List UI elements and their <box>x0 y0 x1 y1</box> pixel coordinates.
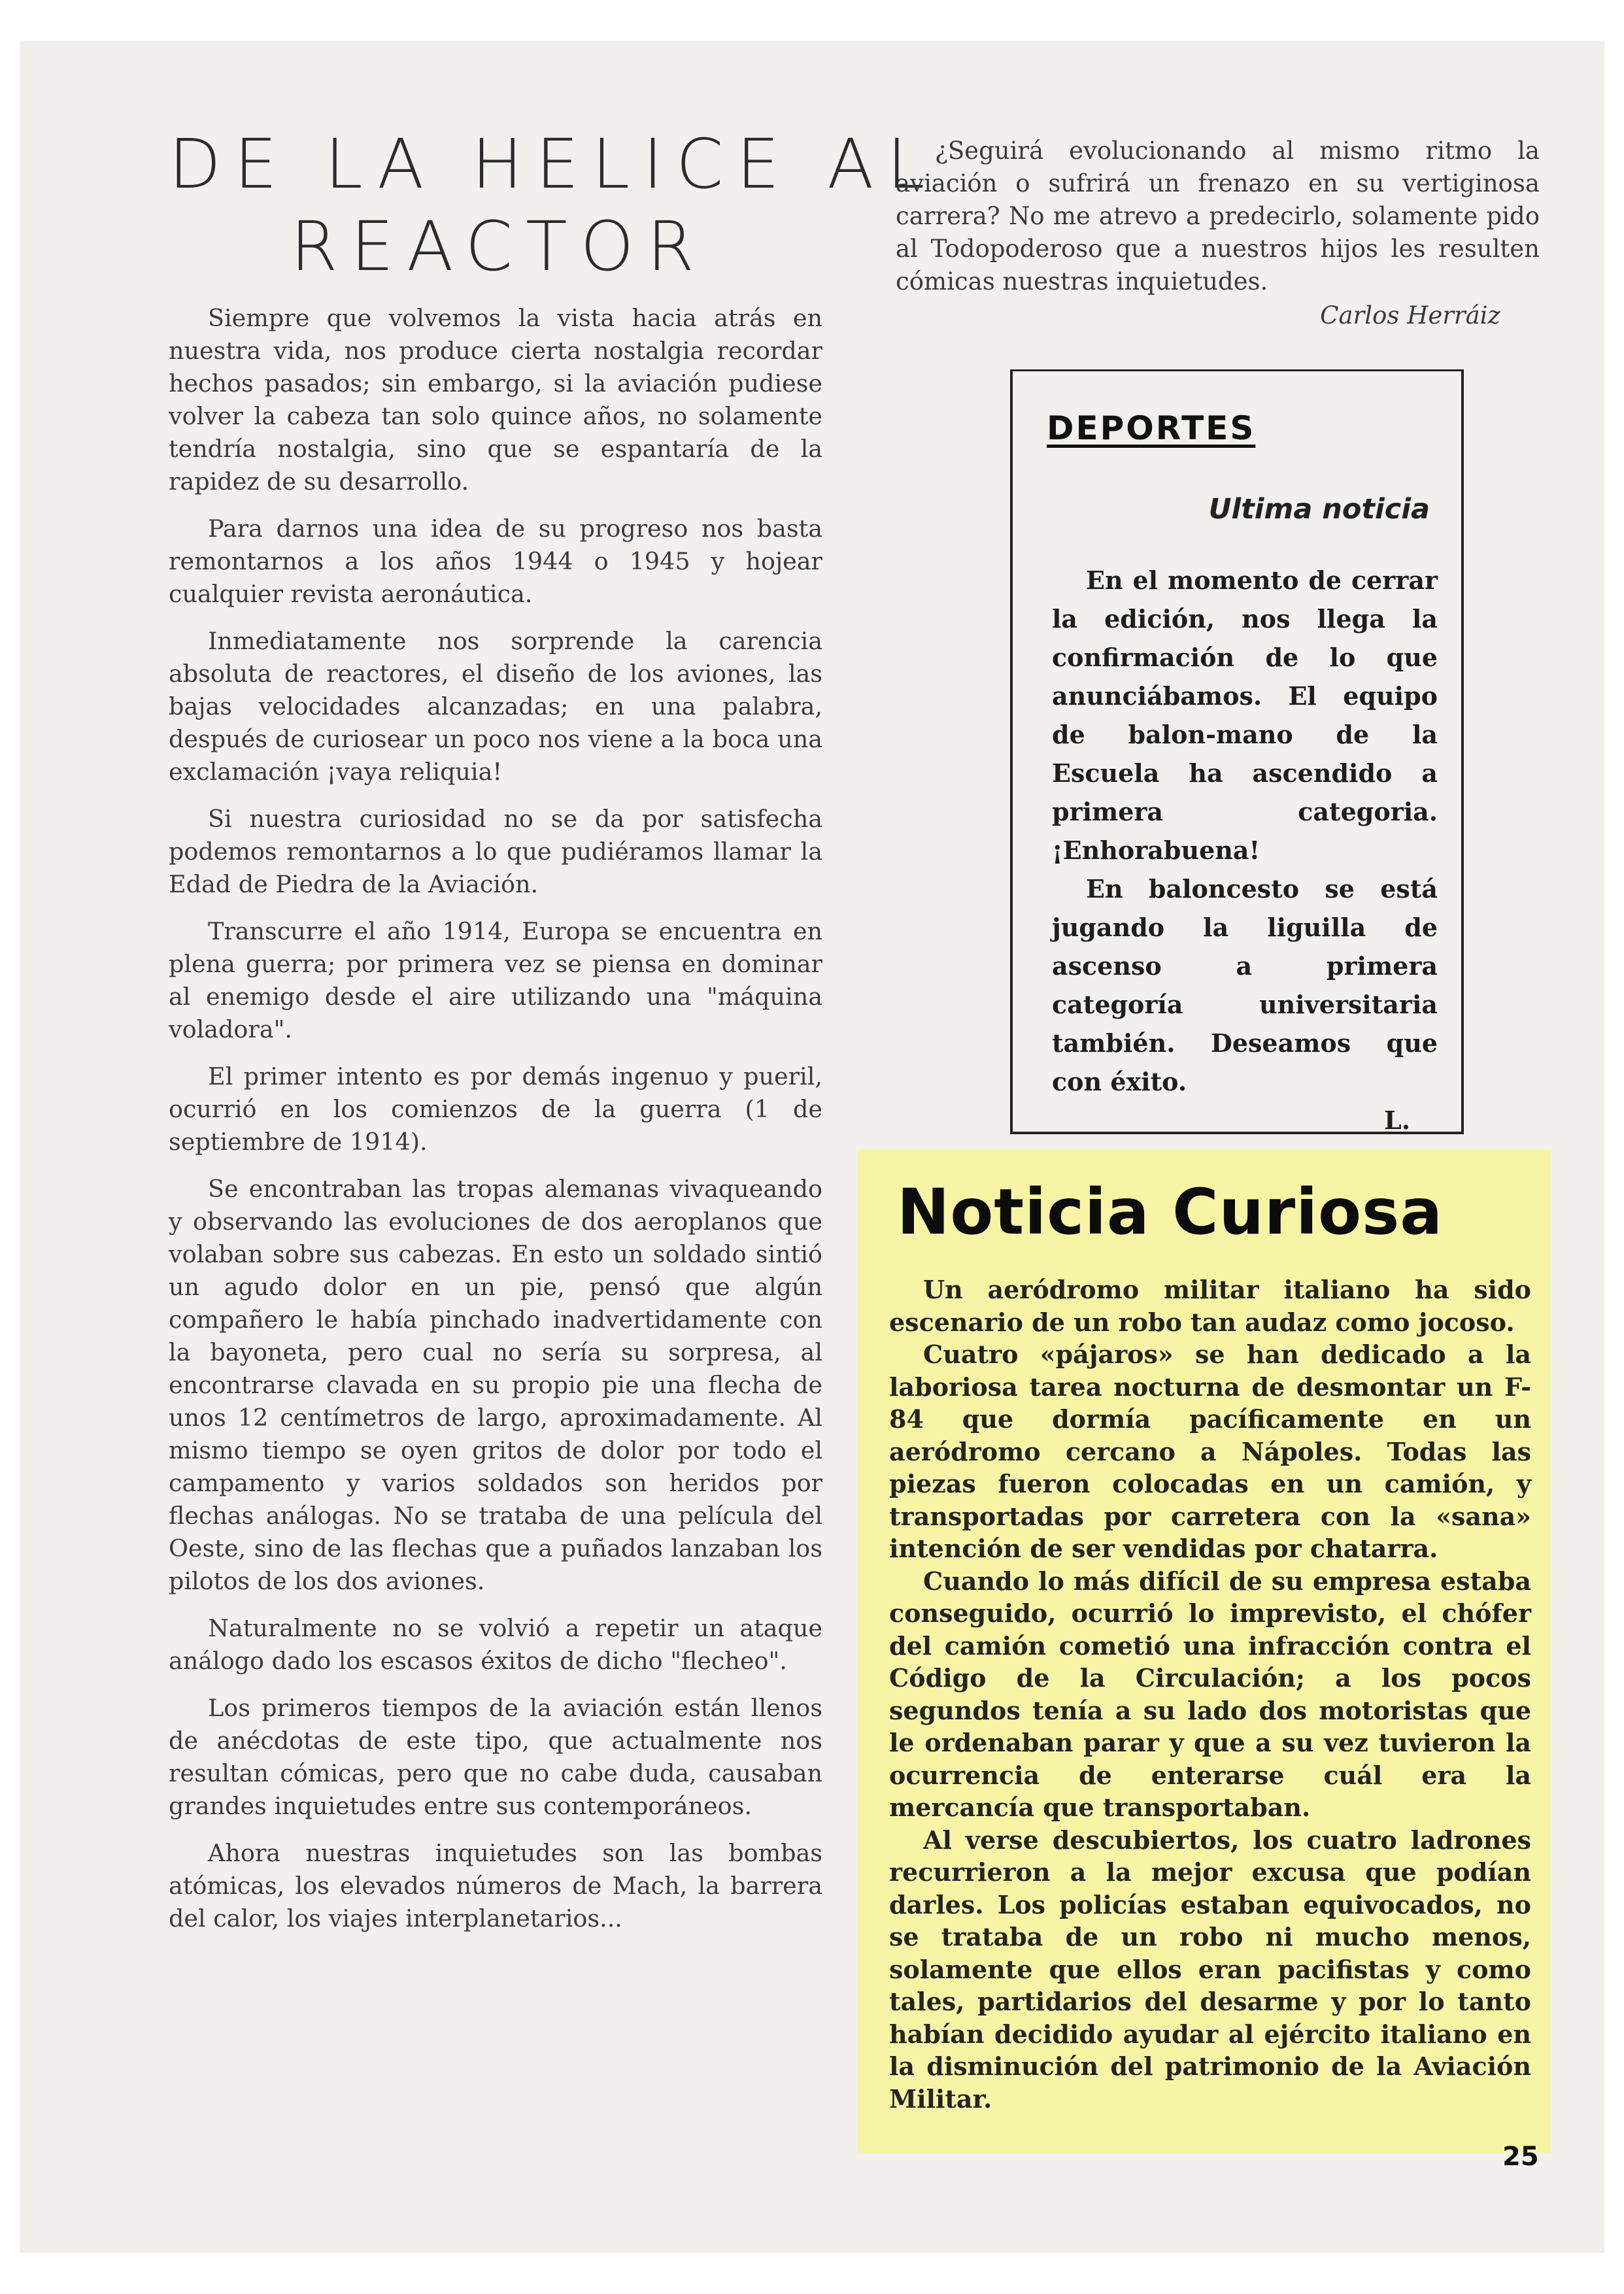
curiosa-paragraph: Un aeródromo militar italiano ha sido escenario de un robo tan audaz como jocoso. <box>889 1275 1531 1337</box>
closing-paragraph: ¿Seguirá evolucionando al mismo ritmo la aviación o sufrirá un frenazo en su vertiginosa carrera? No me atrevo a predecirlo, solamente pido al Todopoderoso que a nuestros hijos les resulten cómicas nuestras inquietudes. <box>896 137 1540 295</box>
curiosa-heading: Noticia Curiosa <box>897 1175 1444 1249</box>
article-paragraph: El primer intento es por demás ingenuo y pueril, ocurrió en los comienzos de la guerra (1 de septiembre de 1914). <box>169 1062 822 1156</box>
deportes-paragraph: En baloncesto se está jugando la liguilla de ascenso a primera categoría universitaria también. Deseamos que con éxito. <box>1052 874 1438 1096</box>
article-paragraph: Transcurre el año 1914, Europa se encuentra en plena guerra; por primera vez se piensa en dominar al enemigo desde el aire utilizando una "máquina voladora". <box>169 917 822 1043</box>
deportes-subheading: Ultima noticia <box>1208 493 1430 526</box>
title-line-1: DE LA HELICE AL <box>169 124 938 204</box>
article-paragraph: Siempre que volvemos la vista hacia atrás en nuestra vida, nos produce cierta nostalgia recordar hechos pasados; sin embargo, si la aviación pudiese volver la cabeza tan solo quince años, no solamente tendría nostalgia, sino que se espantaría de la rapidez de su desarrollo. <box>169 304 822 496</box>
article-closing <box>896 135 1540 332</box>
article-paragraph: Inmediatamente nos sorprende la carencia absoluta de reactores, el diseño de los aviones, las bajas velocidades alcanzadas; en una palabra, después de curiosear un poco nos viene a la boca una exclamación ¡vaya reliquia! <box>169 627 822 786</box>
deportes-signature: L. <box>1384 1105 1410 1135</box>
article-paragraph: Si nuestra curiosidad no se da por satisfecha podemos remontarnos a lo que pudiéramos llamar la Edad de Piedra de la Aviación. <box>169 805 822 898</box>
article-paragraph: Los primeros tiempos de la aviación están llenos de anécdotas de este tipo, que actualmente nos resultan cómicas, pero que no cabe duda, causaban grandes inquietudes entre sus contemporáneos. <box>169 1694 822 1820</box>
deportes-body <box>1052 561 1438 1139</box>
deportes-heading: DEPORTES <box>1047 409 1256 447</box>
deportes-paragraph: En el momento de cerrar la edición, nos llega la confirmación de lo que anunciábamos. El equipo de balon-mano de la Escuela ha ascendido a primera categoria. ¡Enhorabuena! <box>1052 565 1438 865</box>
deportes-box <box>1010 369 1464 1134</box>
article-body <box>169 302 822 1949</box>
article-paragraph: Naturalmente no se volvió a repetir un ataque análogo dado los escasos éxitos de dicho "flecheo". <box>169 1614 822 1675</box>
author-signature: Carlos Herráiz <box>1320 301 1500 329</box>
page-number: 25 <box>1502 2142 1539 2172</box>
title-line-2: REACTOR <box>290 207 707 286</box>
noticia-curiosa-box <box>858 1149 1551 2153</box>
article-paragraph: Para darnos una idea de su progreso nos basta remontarnos a los años 1944 o 1945 y hojear cualquier revista aeronáutica. <box>169 514 822 608</box>
curiosa-paragraph: Cuando lo más difícil de su empresa estaba conseguido, ocurrió lo imprevisto, el chófer del camión cometió una infracción contra el Código de la Circulación; a los pocos segundos tenía a su lado dos motoristas que le ordenaban parar y que a su vez tuvieron la ocurrencia de enterarse cuál era la mercancía que transportaban. <box>889 1566 1531 1822</box>
curiosa-paragraph: Cuatro «pájaros» se han dedicado a la laboriosa tarea nocturna de desmontar un F-84 que dormía pacíficamente en un aeródromo cercano a Nápoles. Todas las piezas fueron colocadas en un camión, y transportadas por carretera con la «sana» intención de ser vendidas por chatarra. <box>889 1340 1531 1563</box>
article-paragraph: Ahora nuestras inquietudes son las bombas atómicas, los elevados números de Mach, la barrera del calor, los viajes interplanetarios... <box>169 1839 822 1932</box>
curiosa-paragraph: Al verse descubiertos, los cuatro ladrones recurrieron a la mejor excusa que podían darles. Los policías estaban equivocados, no se trataba de un robo ni mucho menos, solamente que ellos eran pacifistas y como tales, partidarios del desarme y por lo tanto habían decidido ayudar al ejército italiano en la disminución del patrimonio de la Aviación Militar. <box>889 1825 1531 2114</box>
article-paragraph: Se encontraban las tropas alemanas vivaqueando y observando las evoluciones de dos aeroplanos que volaban sobre sus cabezas. En esto un soldado sintió un agudo dolor en un pie, pensó que algún compañero le había pinchado inadvertidamente con la bayoneta, pero cual no sería su sorpresa, al encontrarse clavada en su propio pie una flecha de unos 12 centímetros de largo, aproximadamente. Al mismo tiempo se oyen gritos de dolor por todo el campamento y varios soldados son heridos por flechas análogas. No se trataba de una película del Oeste, sino de las flechas que a puñados lanzaban los pilotos de los dos aviones. <box>169 1175 822 1595</box>
curiosa-body <box>889 1274 1531 2115</box>
article-title <box>169 123 938 288</box>
